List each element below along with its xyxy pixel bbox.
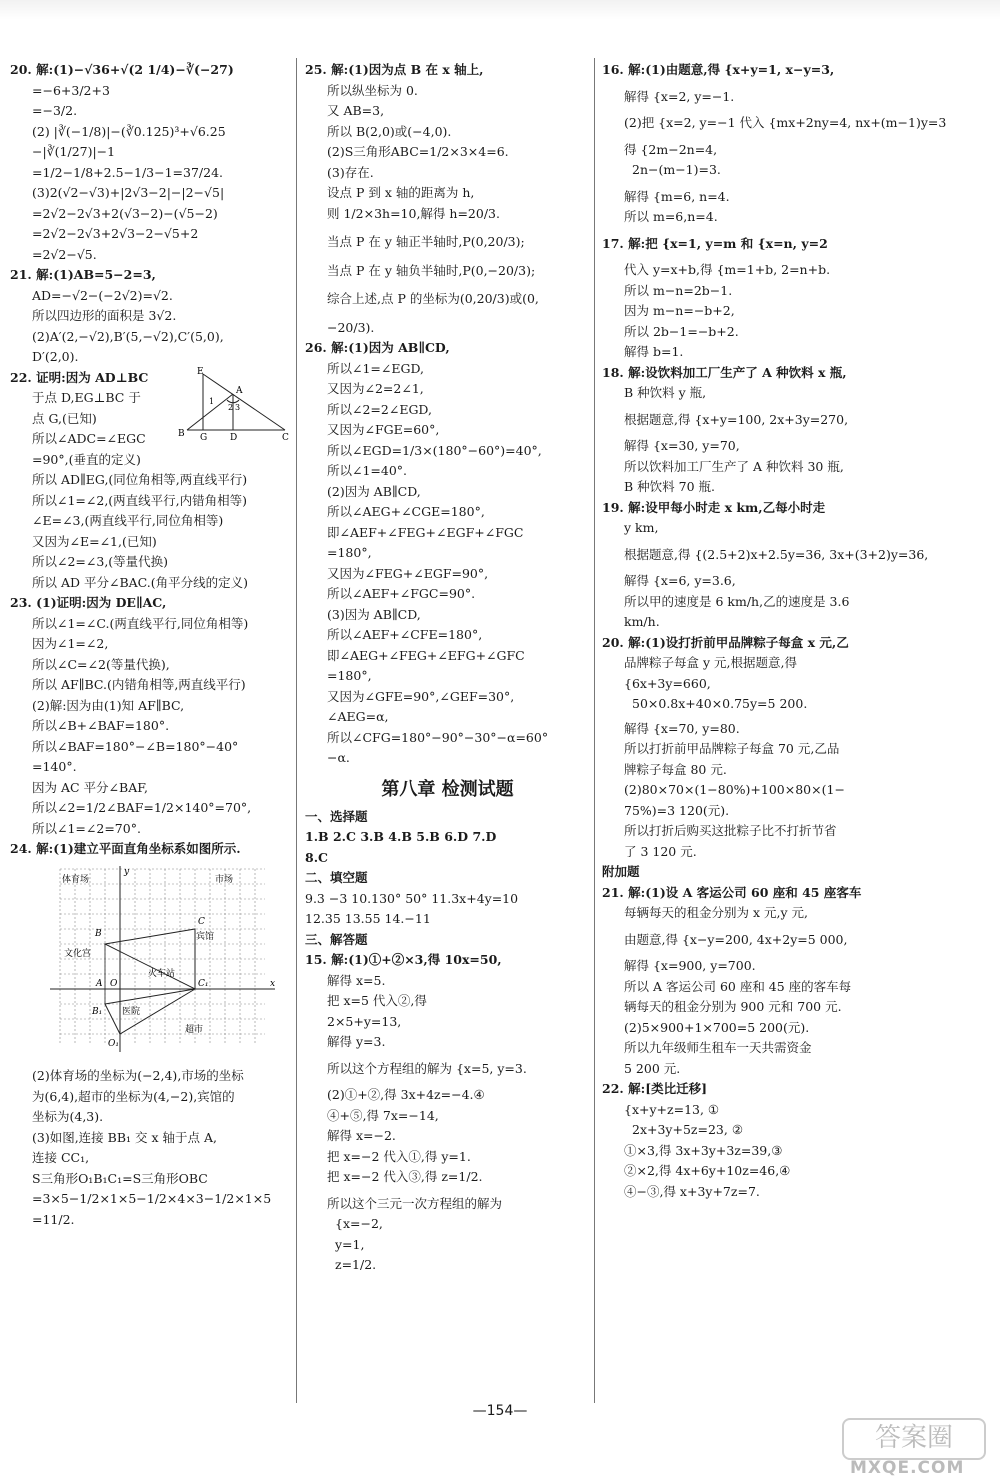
answer-line: 23. (1)证明:因为 DE∥AC,	[10, 595, 167, 610]
answer-line: km/h.	[624, 614, 660, 629]
answer-line: 所以∠ADC=∠EGC	[32, 431, 146, 446]
answer-line: (2)①+②,得 3x+4z=−4.④	[327, 1087, 485, 1102]
angle-label: 2	[228, 402, 234, 412]
answer-line: 所以 AF∥BC.(内错角相等,两直线平行)	[32, 677, 246, 692]
point-label: G	[200, 432, 208, 442]
answer-line: 21. 解:(1)设 A 客运公司 60 座和 45 座客车	[602, 884, 862, 900]
answer-line: 解得 {x=900, y=700.	[624, 958, 756, 973]
map-label: 宾馆	[196, 931, 215, 942]
answer-line: 20. 解:(1)−√36+√(2 1/4)−∛(−27)	[10, 62, 234, 77]
answer-line: =2√2−√5.	[32, 246, 97, 262]
column-right	[602, 60, 987, 1202]
answer-line: −20/3).	[327, 319, 375, 335]
answer-line: 又 AB=3,	[327, 103, 385, 118]
answer-line: 则 1/2×3h=10,解得 h=20/3.	[327, 205, 500, 221]
answer-line: 所以∠AEF+∠CFE=180°,	[327, 627, 483, 642]
answer-line: AD=−√2−(−2√2)=√2.	[32, 287, 173, 303]
answer-line: 为(6,4),超市的坐标为(4,−2),宾馆的	[32, 1088, 235, 1104]
answer-line: ②×2,得 4x+6y+10z=46,④	[624, 1163, 791, 1178]
answer-line: 所以∠1=∠2=70°.	[32, 820, 141, 836]
answer-line: 2×5+y=13,	[327, 1013, 402, 1029]
answer-line: 解得 y=3.	[327, 1034, 386, 1049]
answer-line: 解得 {m=6, n=4.	[624, 188, 730, 204]
q22-block	[10, 368, 292, 450]
answer-line: 所以∠AEF+∠FGC=90°.	[327, 586, 476, 601]
answer-line: =90°,(垂直的定义)	[32, 451, 141, 467]
answer-line: 所以甲的速度是 6 km/h,乙的速度是 3.6	[624, 593, 850, 609]
column-middle	[305, 60, 590, 1276]
answer-line: ④+⑤,得 7x=−14,	[327, 1107, 439, 1123]
answer-line: 22. 解:[类比迁移]	[602, 1081, 708, 1096]
answer-line: {6x+3y=660,	[624, 675, 711, 691]
answer-line: 18. 解:设饮料加工厂生产了 A 种饮料 x 瓶,	[602, 364, 847, 380]
answer-line: 因为 m−n=−b+2,	[624, 303, 735, 318]
answer-line: ①×3,得 3x+3y+3z=39,③	[624, 1142, 783, 1158]
answer-line: 所以∠BAF=180°−∠B=180°−40°	[32, 738, 239, 754]
answer-line: 把 x=−2 代入③,得 z=1/2.	[327, 1169, 483, 1184]
answer-line: 又因为∠FGE=60°,	[327, 422, 440, 437]
answer-line: 即∠AEF+∠FEG+∠EGF+∠FGC	[327, 524, 524, 540]
answer-line: (2) |∛(−1/8)|−(∛0.125)³+√6.25	[32, 123, 226, 139]
map-label: 文化宫	[64, 948, 92, 959]
answer-line: 2n−(m−1)=3.	[632, 162, 721, 177]
answer-line: 1.B 2.C 3.B 4.B 5.B 6.D 7.D	[305, 829, 497, 844]
answer-line: 所以∠1=∠EGD,	[327, 360, 425, 376]
map-label: 体育场	[62, 874, 90, 885]
axis-label: y	[124, 866, 130, 877]
answer-line: 因为 AC 平分∠BAF,	[32, 779, 148, 795]
answer-line: 所以∠B+∠BAF=180°.	[32, 718, 170, 733]
map-label: 火车站	[148, 968, 176, 979]
answer-line: 辆每天的租金分别为 900 元和 700 元.	[624, 999, 842, 1014]
answer-line: 12.35 13.55 14.−11	[305, 911, 431, 926]
point-label: O₁	[108, 1038, 119, 1049]
answer-line: 所以∠1=∠2,(两直线平行,内错角相等)	[32, 492, 248, 508]
answer-line: 根据题意,得 {(2.5+2)x+2.5y=36, 3x+(3+2)y=36,	[624, 546, 929, 562]
answer-line: =2√2−2√3+2√3−2−√5+2	[32, 226, 199, 241]
answer-line: 所以 m−n=2b−1.	[624, 282, 733, 298]
point-label: O	[110, 978, 118, 989]
answer-line: 当点 P 在 y 轴负半轴时,P(0,−20/3);	[327, 262, 536, 278]
point-label: C₁	[198, 978, 209, 989]
answer-line: 所以∠1=40°.	[327, 463, 408, 478]
answer-line: 所以∠2=2∠EGD,	[327, 401, 432, 417]
answer-line: =180°,	[327, 545, 372, 560]
map-label: 医院	[122, 1006, 141, 1017]
answer-line: 所以 B(2,0)或(−4,0).	[327, 123, 452, 139]
column-divider	[594, 58, 595, 1403]
answer-line: 15. 解:(1)①+②×3,得 10x=50,	[305, 952, 502, 967]
answer-line: (2)把 {x=2, y=−1 代入 {mx+2ny=4, nx+(m−1)y=3	[624, 115, 947, 130]
answer-line: (2)5×900+1×700=5 200(元).	[624, 1019, 810, 1035]
answer-line: B 种饮料 y 瓶,	[624, 385, 707, 400]
answer-line: (3)因为 AB∥CD,	[327, 606, 421, 622]
answer-line: 所以∠1=∠C.(两直线平行,同位角相等)	[32, 615, 249, 631]
answer-line: 25. 解:(1)因为点 B 在 x 轴上,	[305, 62, 484, 77]
triangle-figure	[175, 366, 290, 442]
coordinate-grid-figure	[50, 864, 280, 1054]
answer-line: 所以∠C=∠2(等量代换),	[32, 656, 170, 672]
watermark-url: MXQE.COM	[850, 1458, 965, 1478]
answer-line: 21. 解:(1)AB=5−2=3,	[10, 267, 156, 282]
answer-line: 综合上述,点 P 的坐标为(0,20/3)或(0,	[327, 291, 539, 306]
answer-line: ∠AEG=α,	[327, 709, 389, 724]
answer-line: 所以这个方程组的解为 {x=5, y=3.	[327, 1060, 527, 1076]
column-divider	[296, 58, 297, 1403]
answer-line: S三角形O₁B₁C₁=S三角形OBC	[32, 1170, 208, 1186]
point-label: A	[96, 978, 103, 989]
answer-line: 所以饮料加工厂生产了 A 种饮料 30 瓶,	[624, 458, 844, 474]
answer-line: (2)S三角形ABC=1/2×3×4=6.	[327, 144, 509, 159]
answer-line: {x=−2,	[335, 1216, 383, 1231]
answer-line: 50×0.8x+40×0.75y=5 200.	[632, 696, 808, 711]
answer-line: 所以这个三元一次方程组的解为	[327, 1195, 503, 1211]
answer-line: 所以打折后购买这批粽子比不打折节省	[624, 823, 837, 838]
answer-line: 所以∠CFG=180°−90°−30°−α=60°	[327, 729, 549, 745]
answer-line: B 种饮料 70 瓶.	[624, 479, 715, 494]
answer-line: 把 x=−2 代入①,得 y=1.	[327, 1148, 471, 1164]
answer-line: =140°.	[32, 759, 77, 774]
answer-line: 根据题意,得 {x+y=100, 2x+3y=270,	[624, 411, 849, 427]
answer-line: =11/2.	[32, 1211, 75, 1227]
answer-line: −|∛(1/27)|−1	[32, 144, 116, 159]
answer-line: 设点 P 到 x 轴的距离为 h,	[327, 185, 475, 200]
point-label: B₁	[92, 1006, 103, 1017]
answer-line: =180°,	[327, 668, 372, 683]
answer-line: 所以∠2=1/2∠BAF=1/2×140°=70°,	[32, 800, 252, 815]
answer-line: 因为∠1=∠2,	[32, 636, 109, 651]
answer-line: 每辆每天的租金分别为 x 元,y 元,	[624, 905, 808, 920]
answer-line: z=1/2.	[335, 1257, 377, 1272]
answer-line: 解得 x=5.	[327, 972, 386, 988]
answer-line: 16. 解:(1)由题意,得 {x+y=1, x−y=3,	[602, 62, 835, 77]
answer-line: (3)2(√2−√3)+|2√3−2|−|2−√5|	[32, 185, 225, 200]
answer-line: 所以∠2=∠3,(等量代换)	[32, 554, 169, 569]
answer-line: =1/2−1/8+2.5−1/3−1=37/24.	[32, 164, 224, 180]
point-label: E	[197, 366, 204, 377]
answer-line: 所以打折前甲品牌粽子每盒 70 元,乙品	[624, 741, 840, 756]
answer-line: 由题意,得 {x−y=200, 4x+2y=5 000,	[624, 931, 848, 947]
answer-line: 解得 {x=2, y=−1.	[624, 88, 735, 104]
answer-line: 了 3 120 元.	[624, 843, 697, 859]
point-label: B	[95, 928, 102, 939]
watermark-logo: 答案圈	[842, 1418, 986, 1460]
answer-line: 解得 {x=70, y=80.	[624, 720, 740, 736]
answer-line: 于点 D,EG⊥BC 于	[32, 390, 141, 405]
answer-line: 19. 解:设甲每小时走 x km,乙每小时走	[602, 499, 826, 515]
answer-line: 又因为∠FEG+∠EGF=90°,	[327, 565, 489, 581]
angle-label: 3	[235, 402, 241, 412]
answer-line: 所以 m=6,n=4.	[624, 209, 718, 224]
answer-line: 17. 解:把 {x=1, y=m 和 {x=n, y=2	[602, 235, 828, 251]
answer-line: (3)存在.	[327, 164, 374, 180]
section-heading: 三、解答题	[305, 931, 368, 947]
answer-line: (2)A′(2,−√2),B′(5,−√2),C′(5,0),	[32, 328, 224, 344]
answer-line: 9.3 −3 10.130° 50° 11.3x+4y=10	[305, 890, 519, 906]
answer-line: 20. 解:(1)设打折前甲品牌粽子每盒 x 元,乙	[602, 634, 849, 650]
answer-line: 所以 AD∥EG,(同位角相等,两直线平行)	[32, 472, 248, 487]
angle-label: 1	[209, 396, 215, 406]
answer-line: −α.	[327, 750, 350, 765]
answer-line: (3)如图,连接 BB₁ 交 x 轴于点 A,	[32, 1129, 217, 1145]
answer-line: 代入 y=x+b,得 {m=1+b, 2=n+b.	[624, 262, 831, 277]
answer-line: 把 x=5 代入②,得	[327, 993, 427, 1008]
answer-line: 所以 2b−1=−b+2.	[624, 323, 739, 339]
answer-line: =−3/2.	[32, 103, 78, 118]
answer-line: 所以∠AEG+∠CGE=180°,	[327, 504, 485, 519]
answer-line: 所以纵坐标为 0.	[327, 82, 418, 98]
answer-line: (2)体育场的坐标为(−2,4),市场的坐标	[32, 1068, 244, 1083]
point-label: D	[230, 432, 238, 442]
answer-line: 5 200 元.	[624, 1060, 681, 1076]
answer-line: 解得 {x=6, y=3.6,	[624, 573, 736, 588]
answer-line: D′(2,0).	[32, 349, 79, 364]
answer-line: ④−③,得 x+3y+7z=7.	[624, 1183, 760, 1199]
point-label: C	[198, 916, 205, 927]
answer-line: 点 G,(已知)	[32, 410, 97, 426]
answer-line: 即∠AEG+∠FEG+∠EFG+∠GFC	[327, 647, 525, 663]
answer-line: 牌粽子每盒 80 元.	[624, 761, 727, 777]
answer-line: 坐标为(4,3).	[32, 1109, 104, 1124]
answer-line: 75%)=3 120(元).	[624, 802, 730, 818]
answer-line: 26. 解:(1)因为 AB∥CD,	[305, 340, 450, 355]
answer-line: 解得 b=1.	[624, 344, 684, 359]
map-label: 市场	[215, 874, 234, 885]
answer-line: 所以 AD 平分∠BAC.(角平分线的定义)	[32, 574, 249, 590]
section-heading: 二、填空题	[305, 870, 368, 885]
answer-line: 所以九年级师生租车一天共需资金	[624, 1040, 812, 1055]
answer-line: (2)解:因为由(1)知 AF∥BC,	[32, 697, 185, 713]
answer-line: 24. 解:(1)建立平面直角坐标系如图所示.	[10, 841, 241, 856]
answer-line: 连接 CC₁,	[32, 1150, 90, 1165]
answer-line: y=1,	[335, 1236, 365, 1252]
answer-line: 所以 A 客运公司 60 座和 45 座的客车每	[624, 978, 852, 994]
point-label: A	[236, 385, 243, 396]
answer-line: 8.C	[305, 849, 328, 865]
answer-line: 所以四边形的面积是 3√2.	[32, 308, 177, 323]
answer-line: 所以∠EGD=1/3×(180°−60°)=40°,	[327, 442, 542, 458]
scan-top-edge	[0, 0, 1000, 20]
answer-line: =3×5−1/2×1×5−1/2×4×3−1/2×1×5	[32, 1191, 272, 1206]
answer-line: 又因为∠E=∠1,(已知)	[32, 533, 157, 549]
answer-line: ∠E=∠3,(两直线平行,同位角相等)	[32, 513, 224, 528]
answer-line: 品牌粽子每盒 y 元,根据题意,得	[624, 655, 797, 670]
chapter-title: 第八章 检测试题	[381, 778, 514, 800]
answer-line: 22. 证明:因为 AD⊥BC	[10, 369, 149, 385]
section-heading: 附加题	[602, 864, 640, 879]
answer-line: =−6+3/2+3	[32, 82, 110, 98]
point-label: C	[282, 432, 289, 442]
column-left	[10, 60, 292, 1230]
answer-line: 2x+3y+5z=23, ②	[632, 1122, 744, 1137]
answer-line: 又因为∠2=2∠1,	[327, 381, 424, 396]
answer-line: (2)80×70×(1−80%)+100×80×(1−	[624, 782, 845, 797]
page-number: —154—	[472, 1403, 528, 1419]
map-label: 超市	[185, 1024, 204, 1035]
answer-line: 解得 {x=30, y=70,	[624, 438, 740, 453]
answer-line: 解得 x=−2.	[327, 1128, 396, 1143]
answer-line: (2)因为 AB∥CD,	[327, 483, 421, 499]
answer-line: 得 {2m−2n=4,	[624, 141, 718, 157]
answer-line: {x+y+z=13, ①	[624, 1101, 720, 1117]
axis-label: x	[270, 978, 276, 989]
answer-line: =2√2−2√3+2(√3−2)−(√5−2)	[32, 205, 218, 221]
answer-line: 又因为∠GFE=90°,∠GEF=30°,	[327, 688, 515, 704]
point-label: B	[178, 428, 185, 439]
answer-line: y km,	[624, 520, 659, 535]
section-heading: 一、选择题	[305, 808, 368, 824]
answer-line: 当点 P 在 y 轴正半轴时,P(0,20/3);	[327, 234, 525, 249]
